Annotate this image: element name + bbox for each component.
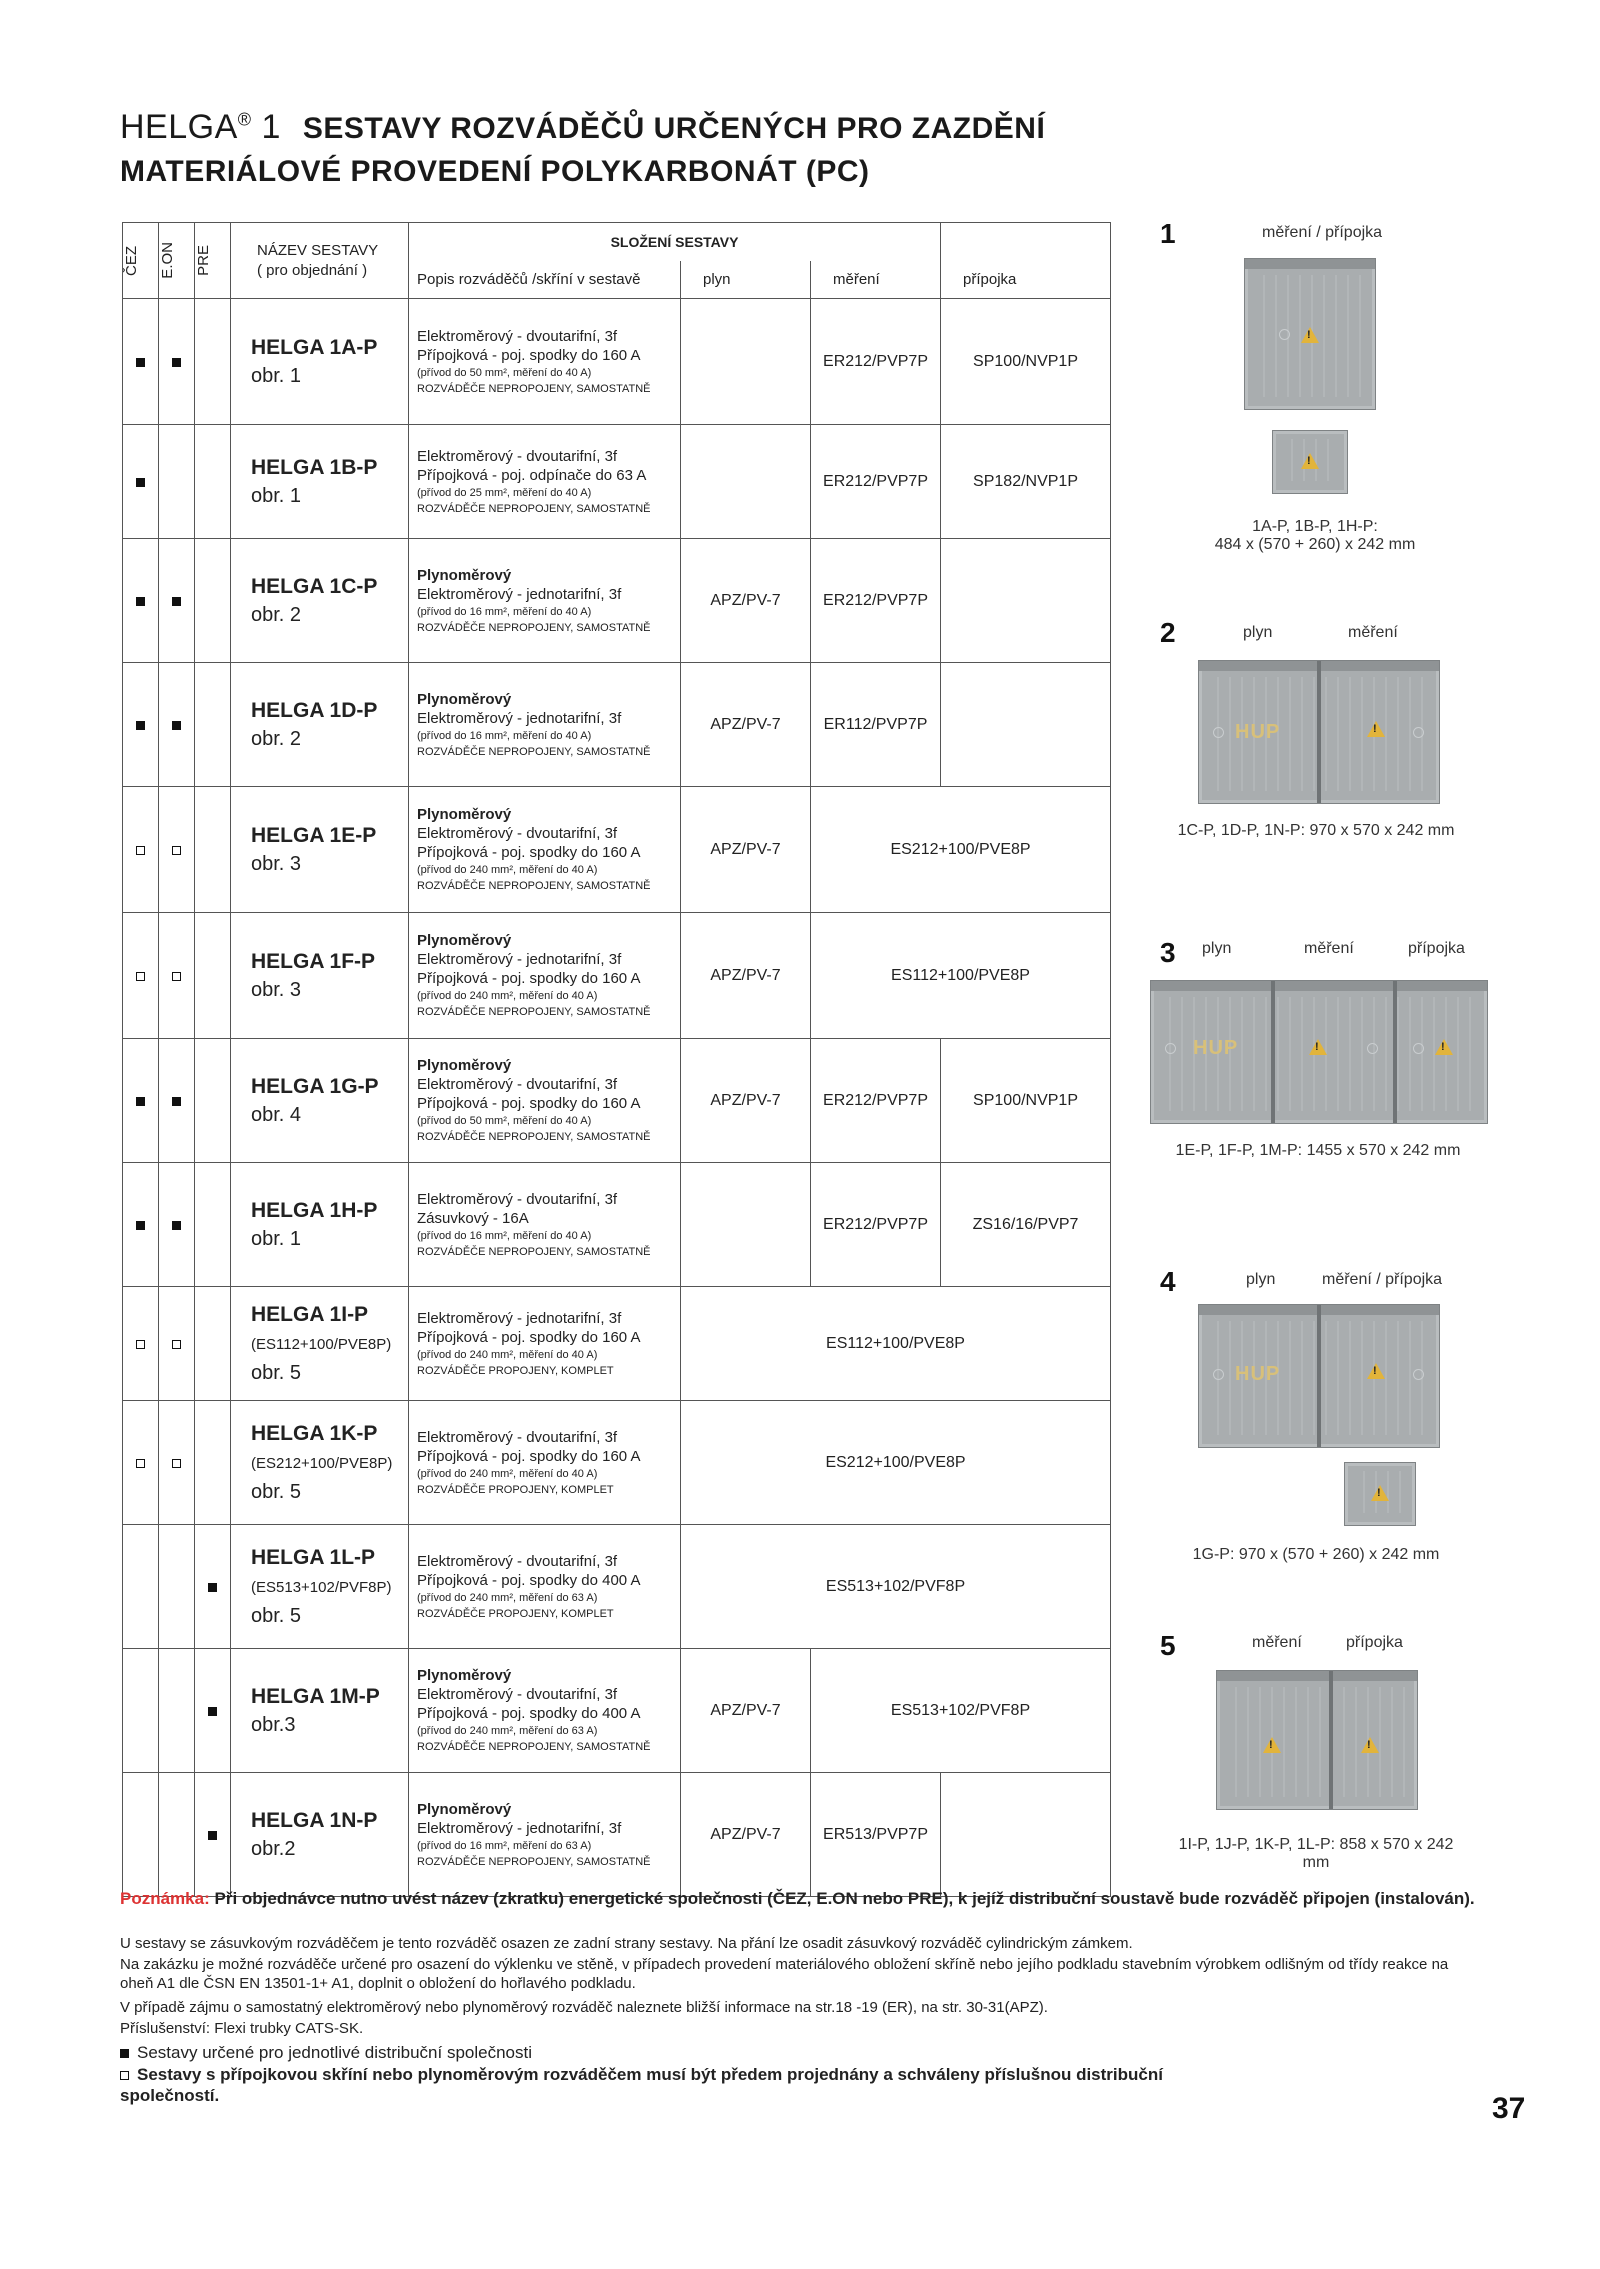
figure-5-number: 5 [1160,1630,1176,1661]
desc-line: Přípojková - poj. spodky do 160 A [417,1447,641,1465]
note-label: Poznámka: [120,1889,210,1908]
desc-line: Plynoměrový [417,1800,512,1818]
assembly-name-cell [231,913,409,1039]
assembly-name-cell [231,539,409,663]
code-pripojka: SP100/NVP1P [941,1039,1111,1163]
assembly-name-cell [231,1401,409,1525]
empty-square-icon [136,1459,145,1468]
figure-ref: obr. 5 [251,1480,302,1503]
figure-4-label-plyn: plyn [1246,1271,1276,1288]
filled-square-icon [172,1097,181,1106]
filled-square-icon [172,1221,181,1230]
figure-1-caption: 1A-P, 1B-P, 1H-P: 484 x (570 + 260) x 242 mm [1214,518,1416,553]
desc-line: Elektroměrový - jednotarifní, 3f [417,585,622,603]
table-header-row [123,223,1111,261]
desc-line: (přívod do 240 mm², měření do 40 A) [417,1467,598,1480]
description-cell [409,1525,681,1649]
description-cell [409,663,681,787]
lock-icon [1213,727,1224,738]
mark-eon [159,787,195,913]
assembly-name: HELGA 1M-P [251,1684,380,1708]
table-row [123,1525,1111,1649]
desc-line: Elektroměrový - dvoutarifní, 3f [417,1686,618,1703]
figure-1-cabinet-top [1244,258,1376,410]
col-eon: E.ON [159,223,195,299]
mark-pre [195,1773,231,1897]
assembly-name: HELGA 1F-P [251,949,376,973]
figure-3-label-plyn: plyn [1202,940,1232,957]
col-pripojka: přípojka [941,261,1111,299]
description-cell [409,1649,681,1773]
assembly-name: HELGA 1I-P [251,1302,369,1326]
mark-pre [195,663,231,787]
mark-eon [159,1525,195,1649]
title-rest: SESTAVY ROZVÁDĚČŮ URČENÝCH PRO ZAZDĚNÍ [302,112,1046,145]
desc-line: ROZVÁDĚČE NEPROPOJENY, SAMOSTATNĚ [417,1741,651,1753]
legend-filled: Sestavy určené pro jednotlivé distribuční společnosti [120,2042,532,2063]
desc-line: Plynoměrový [417,806,512,823]
code-mereni: ER112/PVP7P [811,663,941,787]
desc-line: Přípojková - poj. spodky do 400 A [417,1705,641,1722]
desc-line: ROZVÁDĚČE PROPOJENY, KOMPLET [417,1607,614,1620]
table-row [123,425,1111,539]
col-mereni: měření [811,261,941,299]
table-row [123,299,1111,425]
figure-4-number: 4 [1160,1266,1176,1297]
warning-icon [1367,1363,1385,1379]
description-cell [409,1401,681,1525]
assembly-name: HELGA 1D-P [251,698,378,722]
table-row [123,787,1111,913]
figure-2-cabinet [1198,660,1440,804]
empty-square-icon [136,1340,145,1349]
desc-line: Elektroměrový - dvoutarifní, 3f [417,447,618,465]
assembly-name: HELGA 1E-P [251,823,377,847]
assembly-name: HELGA 1K-P [251,1421,378,1445]
empty-square-icon [172,1340,181,1349]
desc-line: Přípojková - poj. spodky do 160 A [417,970,641,987]
code-merged: ES112+100/PVE8P [681,1287,1111,1401]
col-plyn: plyn [681,261,811,299]
code-merged: ES212+100/PVE8P [811,787,1111,913]
lock-icon [1413,727,1424,738]
desc-line: (přívod do 16 mm², měření do 63 A) [417,1839,592,1852]
filled-square-icon [136,597,145,606]
desc-line: ROZVÁDĚČE PROPOJENY, KOMPLET [417,1364,614,1377]
desc-line: ROZVÁDĚČE NEPROPOJENY, SAMOSTATNĚ [417,1245,651,1258]
assembly-name: HELGA 1H-P [251,1198,378,1222]
figure-ref: obr. 5 [251,1361,302,1384]
desc-line: Přípojková - poj. spodky do 160 A [417,1328,641,1346]
warning-icon [1361,1737,1379,1753]
description-cell [409,299,681,425]
assembly-ref: (ES513+102/PVF8P) [251,1578,392,1596]
warning-icon [1301,327,1319,343]
figure-4-cabinet-top [1198,1304,1440,1448]
mark-cez [123,1039,159,1163]
mark-pre [195,425,231,539]
figure-5-label-pripojka: přípojka [1346,1634,1403,1651]
page-title-line1 [120,108,1045,147]
code-plyn: APZ/PV-7 [681,1649,811,1773]
filled-square-icon [172,358,181,367]
table-row [123,1039,1111,1163]
assembly-name: HELGA 1N-P [251,1808,378,1832]
figure-4-label-mp: měření / přípojka [1322,1271,1443,1288]
lock-icon [1413,1369,1424,1380]
desc-line: Přípojková - poj. odpínače do 63 A [417,466,647,484]
assembly-name-cell [231,425,409,539]
desc-line: ROZVÁDĚČE NEPROPOJENY, SAMOSTATNĚ [417,745,651,758]
warning-icon [1435,1039,1453,1055]
note-p2: Na zakázku je možné rozváděče určené pro osazení do výklenku ve stěně, v případech provedení materiálového obložení skříně nebo jejího podkladu stavebním výrobkem odlišným od třídy reakce na oheň A1 dle ČSN EN 13501-1+ A1, doplnit o obložení do hořlavého podkladu. [120,1956,1449,1992]
code-merged: ES513+102/PVF8P [811,1649,1111,1773]
assembly-name: HELGA 1B-P [251,455,378,479]
code-mereni: ER212/PVP7P [811,539,941,663]
table-row [123,1649,1111,1773]
desc-line: ROZVÁDĚČE NEPROPOJENY, SAMOSTATNĚ [417,382,651,395]
code-pripojka [941,663,1111,787]
desc-line: ROZVÁDĚČE NEPROPOJENY, SAMOSTATNĚ [417,1131,651,1143]
empty-square-icon [136,972,145,981]
desc-line: Přípojková - poj. spodky do 160 A [417,844,641,861]
mark-eon [159,1773,195,1897]
desc-line: (přívod do 50 mm², měření do 40 A) [417,1115,592,1127]
filled-square-icon [208,1831,217,1840]
figure-ref: obr. 2 [251,727,302,750]
col-pre: PRE [195,223,231,299]
mark-pre [195,1287,231,1401]
empty-square-icon [172,972,181,981]
table-row [123,663,1111,787]
desc-line: ROZVÁDĚČE NEPROPOJENY, SAMOSTATNĚ [417,1855,651,1868]
assembly-name: HELGA 1A-P [251,335,378,359]
page-title-line2: MATERIÁLOVÉ PROVEDENÍ POLYKARBONÁT (PC) [120,155,870,188]
figure-5-cabinet [1216,1670,1418,1810]
figure-3-cabinet [1150,980,1488,1124]
lock-icon [1367,1043,1378,1054]
figure-5-caption: 1I-P, 1J-P, 1K-P, 1L-P: 858 x 570 x 242 mm [1178,1836,1454,1871]
desc-line: Plynoměrový [417,932,512,949]
desc-line: Elektroměrový - dvoutarifní, 3f [417,825,618,842]
desc-line: (přívod do 240 mm², měření do 40 A) [417,864,598,876]
desc-line: Elektroměrový - dvoutarifní, 3f [417,1076,618,1093]
figure-4-cabinet-bottom [1344,1462,1416,1526]
assembly-name-cell [231,1773,409,1897]
mark-cez [123,1525,159,1649]
assembly-name-cell [231,787,409,913]
desc-line: Elektroměrový - dvoutarifní, 3f [417,1428,618,1446]
figure-ref: obr. 1 [251,484,302,507]
code-pripojka [941,1773,1111,1897]
note-text: Při objednávce nutno uvést název (zkratku) energetické společnosti (ČEZ, E.ON nebo PRE), k jejíž distribuční soustavě bude rozváděč připojen (instalován). [214,1889,1475,1908]
mark-cez [123,539,159,663]
mark-pre [195,1163,231,1287]
desc-line: Elektroměrový - jednotarifní, 3f [417,709,622,727]
figure-ref: obr. 5 [251,1604,302,1627]
assembly-name-cell [231,663,409,787]
page-number: 37 [1492,2092,1526,2125]
mark-pre [195,539,231,663]
assembly-ref: (ES112+100/PVE8P) [251,1335,392,1353]
col-popis: Popis rozváděčů /skříní v sestavě [409,261,681,299]
filled-square-icon [136,1097,145,1106]
description-cell [409,1287,681,1401]
mark-cez [123,1287,159,1401]
mark-pre [195,1649,231,1773]
desc-line: (přívod do 16 mm², měření do 40 A) [417,729,592,742]
assembly-name-cell [231,1163,409,1287]
warning-icon [1263,1737,1281,1753]
code-pripojka: ZS16/16/PVP7 [941,1163,1111,1287]
table-row [123,1773,1111,1897]
desc-line: Elektroměrový - dvoutarifní, 3f [417,327,618,345]
desc-line: ROZVÁDĚČE NEPROPOJENY, SAMOSTATNĚ [417,1006,651,1018]
assembly-name-cell [231,1287,409,1401]
filled-square-icon [136,358,145,367]
desc-line: Elektroměrový - jednotarifní, 3f [417,951,622,968]
hup-label: HUP [1235,721,1281,743]
mark-eon [159,1287,195,1401]
mark-eon [159,425,195,539]
figure-3-label-mereni: měření [1304,940,1354,957]
figure-ref: obr. 2 [251,603,302,626]
note-p4: Příslušenství: Flexi trubky CATS-SK. [120,2020,364,2037]
lock-icon [1213,1369,1224,1380]
mark-cez [123,913,159,1039]
mark-eon [159,913,195,1039]
figure-3-label-pripojka: přípojka [1408,940,1465,957]
mark-pre [195,299,231,425]
desc-line: (přívod do 240 mm², měření do 40 A) [417,990,598,1002]
assembly-name-cell [231,1525,409,1649]
code-pripojka: SP182/NVP1P [941,425,1111,539]
code-pripojka [941,539,1111,663]
figure-ref: obr. 4 [251,1103,302,1126]
desc-line: Elektroměrový - jednotarifní, 3f [417,1309,622,1327]
mark-pre [195,1525,231,1649]
lock-icon [1279,329,1290,340]
figure-2-number: 2 [1160,617,1176,648]
empty-square-icon [172,1459,181,1468]
mark-pre [195,913,231,1039]
desc-line: (přívod do 240 mm², měření do 40 A) [417,1348,598,1361]
code-plyn: APZ/PV-7 [681,663,811,787]
mark-cez [123,787,159,913]
figure-4-caption: 1G-P: 970 x (570 + 260) x 242 mm [1192,1546,1440,1563]
code-plyn [681,425,811,539]
code-plyn: APZ/PV-7 [681,1773,811,1897]
lock-icon [1165,1043,1176,1054]
description-cell [409,1773,681,1897]
desc-line: ROZVÁDĚČE NEPROPOJENY, SAMOSTATNĚ [417,502,651,515]
code-plyn: APZ/PV-7 [681,787,811,913]
table-row [123,539,1111,663]
code-mereni: ER212/PVP7P [811,1163,941,1287]
mark-pre [195,1401,231,1525]
filled-square-icon [120,2049,129,2058]
filled-square-icon [172,721,181,730]
assembly-name-cell [231,1649,409,1773]
mark-eon [159,1163,195,1287]
table-row [123,1287,1111,1401]
figure-ref: obr.2 [251,1837,296,1860]
mark-cez [123,425,159,539]
mark-eon [159,1649,195,1773]
filled-square-icon [136,721,145,730]
col-cez: ČEZ [123,223,159,299]
mark-eon [159,1401,195,1525]
warning-icon [1367,721,1385,737]
warning-icon [1301,453,1319,469]
brand-name: HELGA® 1 [120,108,281,146]
assembly-name: HELGA 1C-P [251,574,378,598]
table-row [123,913,1111,1039]
filled-square-icon [208,1707,217,1716]
desc-line: Přípojková - poj. spodky do 400 A [417,1571,641,1589]
desc-line: ROZVÁDĚČE NEPROPOJENY, SAMOSTATNĚ [417,880,651,892]
code-plyn: APZ/PV-7 [681,539,811,663]
hup-label: HUP [1193,1037,1239,1059]
lock-icon [1413,1043,1424,1054]
desc-line: Plynoměrový [417,690,512,708]
figure-ref: obr. 1 [251,1227,302,1250]
desc-line: ROZVÁDĚČE NEPROPOJENY, SAMOSTATNĚ [417,621,651,634]
assemblies-table [122,222,1111,1897]
warning-icon [1309,1039,1327,1055]
table-row [123,1401,1111,1525]
hup-label: HUP [1235,1363,1281,1385]
figure-ref: obr. 3 [251,852,302,875]
figure-ref: obr. 3 [251,978,302,1001]
note-p3: V případě zájmu o samostatný elektroměrový nebo plynoměrový rozváděč naleznete bližší informace na str.18 -19 (ER), na str. 30-31(APZ). [120,1999,1048,2016]
description-cell [409,1039,681,1163]
description-cell [409,539,681,663]
desc-line: Zásuvkový - 16A [417,1209,529,1227]
description-cell [409,425,681,539]
desc-line: (přívod do 50 mm², měření do 40 A) [417,366,592,379]
assembly-name: HELGA 1G-P [251,1074,379,1098]
mark-cez [123,299,159,425]
desc-line: Plynoměrový [417,1667,512,1684]
assembly-name: HELGA 1L-P [251,1545,376,1569]
note-paragraph [120,1888,1480,1909]
code-merged: ES112+100/PVE8P [811,913,1111,1039]
figure-1-cabinet-bottom [1272,430,1348,494]
filled-square-icon [172,597,181,606]
description-cell [409,1163,681,1287]
code-merged: ES513+102/PVF8P [681,1525,1111,1649]
desc-line: (přívod do 25 mm², měření do 40 A) [417,486,592,499]
desc-line: (přívod do 240 mm², měření do 63 A) [417,1591,598,1604]
figure-ref: obr. 1 [251,364,302,387]
assembly-ref: (ES212+100/PVE8P) [251,1454,393,1472]
code-mereni: ER513/PVP7P [811,1773,941,1897]
mark-cez [123,1773,159,1897]
description-cell [409,787,681,913]
desc-line: Plynoměrový [417,566,512,584]
figure-1-label: měření / přípojka [1262,224,1383,241]
desc-line: Elektroměrový - dvoutarifní, 3f [417,1552,618,1570]
mark-cez [123,663,159,787]
mark-eon [159,1039,195,1163]
mark-cez [123,1163,159,1287]
col-slozeni: SLOŽENÍ SESTAVY [409,223,941,261]
description-cell [409,913,681,1039]
table-row [123,1163,1111,1287]
figure-5-label-mereni: měření [1252,1634,1302,1651]
mark-eon [159,299,195,425]
empty-square-icon [120,2071,129,2080]
mark-pre [195,787,231,913]
desc-line: Elektroměrový - dvoutarifní, 3f [417,1190,618,1208]
desc-line: ROZVÁDĚČE PROPOJENY, KOMPLET [417,1483,614,1496]
desc-line: (přívod do 16 mm², měření do 40 A) [417,1229,592,1242]
code-merged: ES212+100/PVE8P [681,1401,1111,1525]
figure-1-number: 1 [1160,218,1176,249]
empty-square-icon [172,846,181,855]
figure-ref: obr.3 [251,1713,296,1736]
filled-square-icon [136,478,145,487]
code-mereni: ER212/PVP7P [811,1039,941,1163]
filled-square-icon [208,1583,217,1592]
desc-line: Elektroměrový - jednotarifní, 3f [417,1819,622,1837]
desc-line: Přípojková - poj. spodky do 160 A [417,1095,641,1112]
code-mereni: ER212/PVP7P [811,299,941,425]
desc-line: (přívod do 240 mm², měření do 63 A) [417,1725,598,1737]
mark-cez [123,1401,159,1525]
mark-eon [159,663,195,787]
desc-line: Plynoměrový [417,1057,512,1074]
filled-square-icon [136,1221,145,1230]
figure-2-caption: 1C-P, 1D-P, 1N-P: 970 x 570 x 242 mm [1177,822,1455,839]
assembly-name-cell [231,299,409,425]
mark-pre [195,1039,231,1163]
mark-eon [159,539,195,663]
figure-2-label-mereni: měření [1348,624,1398,641]
code-plyn: APZ/PV-7 [681,1039,811,1163]
figure-2-label-plyn: plyn [1243,624,1273,641]
code-pripojka: SP100/NVP1P [941,299,1111,425]
desc-line: Přípojková - poj. spodky do 160 A [417,346,641,364]
figure-3-caption: 1E-P, 1F-P, 1M-P: 1455 x 570 x 242 mm [1175,1142,1461,1159]
warning-icon [1371,1485,1389,1501]
desc-line: (přívod do 16 mm², měření do 40 A) [417,605,592,618]
code-plyn: APZ/PV-7 [681,913,811,1039]
col-name: NÁZEV SESTAVY ( pro objednání ) [231,223,409,299]
code-plyn [681,299,811,425]
code-plyn [681,1163,811,1287]
assembly-name-cell [231,1039,409,1163]
code-mereni: ER212/PVP7P [811,425,941,539]
legend-empty: Sestavy s přípojkovou skříní nebo plynoměrovým rozváděčem musí být předem projednány a schváleny příslušnou distribuční společností. [120,2065,1163,2105]
note-p1: U sestavy se zásuvkovým rozváděčem je tento rozváděč osazen ze zadní strany sestavy. Na přání lze osadit zásuvkový rozváděč cylindrickým zámkem. [120,1935,1133,1952]
empty-square-icon [136,846,145,855]
figure-3-number: 3 [1160,937,1176,968]
mark-cez [123,1649,159,1773]
